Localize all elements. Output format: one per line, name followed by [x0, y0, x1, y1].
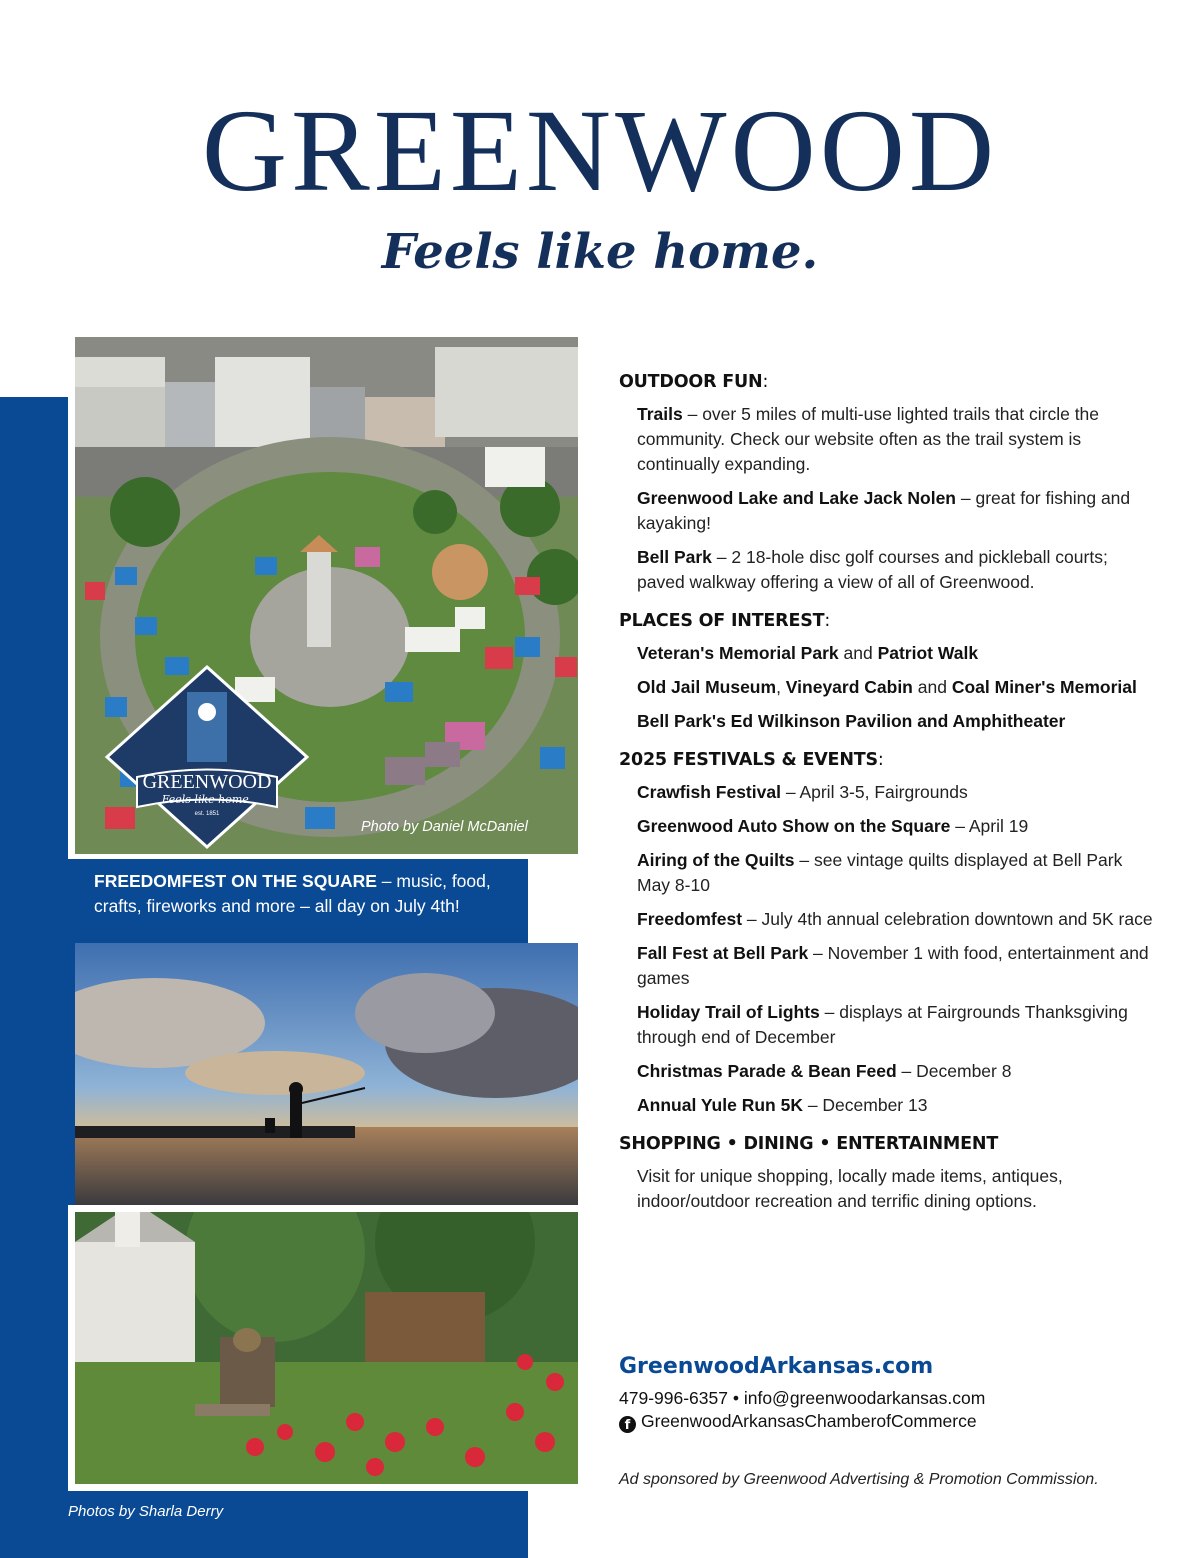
logo-est: est. 1851	[194, 811, 220, 817]
item-text: – displays at Fairgrounds Thanksgiving through end of December	[637, 1002, 1128, 1047]
item-title: Trails	[637, 404, 683, 424]
item-title: Holiday Trail of Lights	[637, 1002, 820, 1022]
item-title: Greenwood Lake and Lake Jack Nolen	[637, 488, 956, 508]
places-heading	[619, 611, 1159, 631]
tagline: Feels like home.	[381, 224, 819, 280]
item-title: Fall Fest at Bell Park	[637, 943, 809, 963]
website-link[interactable]: GreenwoodArkansas.com	[619, 1354, 934, 1379]
freedomfest-caption	[94, 869, 514, 919]
item-text: ,	[776, 677, 786, 697]
places-heading-text: PLACES OF INTEREST	[619, 611, 825, 631]
shopping-heading: SHOPPING • DINING • ENTERTAINMENT	[619, 1134, 999, 1154]
sponsor-note: Ad sponsored by Greenwood Advertising & Promotion Commission.	[619, 1471, 1099, 1488]
item-title: Annual Yule Run 5K	[637, 1095, 803, 1115]
list-item	[637, 848, 1159, 898]
item-title: Patriot Walk	[877, 643, 979, 663]
heading-colon: :	[824, 611, 831, 631]
item-text: – December 13	[802, 1095, 928, 1115]
item-title: Greenwood Auto Show on the Square	[637, 816, 951, 836]
aerial-festival-photo	[75, 337, 578, 854]
outdoor-fun-heading-text: OUTDOOR FUN	[619, 372, 763, 392]
outdoor-fun-section	[619, 372, 1159, 595]
contact-info	[619, 1387, 985, 1433]
list-item	[637, 402, 1159, 477]
list-item	[637, 780, 1159, 805]
item-title: Vineyard Cabin	[785, 677, 913, 697]
photo-credit-derry: Photos by Sharla Derry	[68, 1503, 224, 1520]
item-title: Bell Park	[637, 547, 712, 567]
shopping-section	[619, 1134, 1159, 1214]
festivals-heading-text: 2025 FESTIVALS & EVENTS	[619, 750, 878, 770]
item-title: Old Jail Museum	[637, 677, 777, 697]
festivals-heading	[619, 750, 1159, 770]
list-item	[637, 1000, 1159, 1050]
page-title: GREENWOOD	[201, 85, 999, 216]
list-item	[637, 641, 1159, 666]
facebook-handle[interactable]: GreenwoodArkansasChamberofCommerce	[641, 1411, 977, 1431]
facebook-line[interactable]	[619, 1410, 985, 1433]
item-text: – November 1 with food, entertainment and games	[637, 943, 1149, 988]
item-text: and	[838, 643, 878, 663]
item-title: Airing of the Quilts	[637, 850, 795, 870]
outdoor-fun-heading	[619, 372, 1159, 392]
shopping-text: Visit for unique shopping, locally made items, antiques, indoor/outdoor recreation and terrific dining options.	[637, 1166, 1063, 1211]
list-item	[637, 486, 1159, 536]
facebook-icon: f	[619, 1416, 636, 1433]
item-title: Veteran's Memorial Park	[637, 643, 839, 663]
festivals-section	[619, 750, 1159, 1118]
item-text: – December 8	[896, 1061, 1012, 1081]
list-item	[637, 1093, 1159, 1118]
logo-text: GREENWOOD	[142, 771, 272, 793]
item-text: – 2 18-hole disc golf courses and pickleball courts; paved walkway offering a view of all of Greenwood.	[637, 547, 1108, 592]
list-item	[637, 675, 1159, 700]
caption-rest: – music, food, crafts, fireworks and more – all day on July 4th!	[94, 871, 491, 916]
item-text: – July 4th annual celebration downtown and 5K race	[742, 909, 1153, 929]
list-item	[637, 941, 1159, 991]
caption-bold: FREEDOMFEST ON THE SQUARE	[94, 871, 377, 891]
item-title: Christmas Parade & Bean Feed	[637, 1061, 897, 1081]
item-text: and	[912, 677, 952, 697]
content-column	[619, 372, 1159, 1230]
item-title: Bell Park's Ed Wilkinson Pavilion and Amphitheater	[637, 711, 1066, 731]
item-text: – April 3-5, Fairgrounds	[780, 782, 968, 802]
item-title: Crawfish Festival	[637, 782, 781, 802]
item-text: – April 19	[950, 816, 1029, 836]
list-item	[637, 1059, 1159, 1084]
item-title: Freedomfest	[637, 909, 743, 929]
item-text: – see vintage quilts displayed at Bell Park May 8-10	[637, 850, 1123, 895]
list-item	[637, 907, 1159, 932]
heading-colon: :	[877, 750, 884, 770]
phone-email[interactable]: 479-996-6357 • info@greenwoodarkansas.com	[619, 1388, 986, 1408]
logo-tagline: Feels like home.	[161, 793, 253, 806]
photo-credit-mcdaniel: Photo by Daniel McDaniel	[361, 819, 528, 835]
list-item	[637, 545, 1159, 595]
list-item	[637, 814, 1159, 839]
lake-sunset-photo	[75, 943, 578, 1205]
item-title: Coal Miner's Memorial	[951, 677, 1137, 697]
list-item	[637, 709, 1159, 734]
heritage-garden-photo	[75, 1212, 578, 1484]
item-text: – over 5 miles of multi-use lighted trails that circle the community. Check our website often as the trail system is continually expanding.	[637, 404, 1100, 474]
places-section	[619, 611, 1159, 734]
item-text: – great for fishing and kayaking!	[637, 488, 1131, 533]
heading-colon: :	[762, 372, 769, 392]
